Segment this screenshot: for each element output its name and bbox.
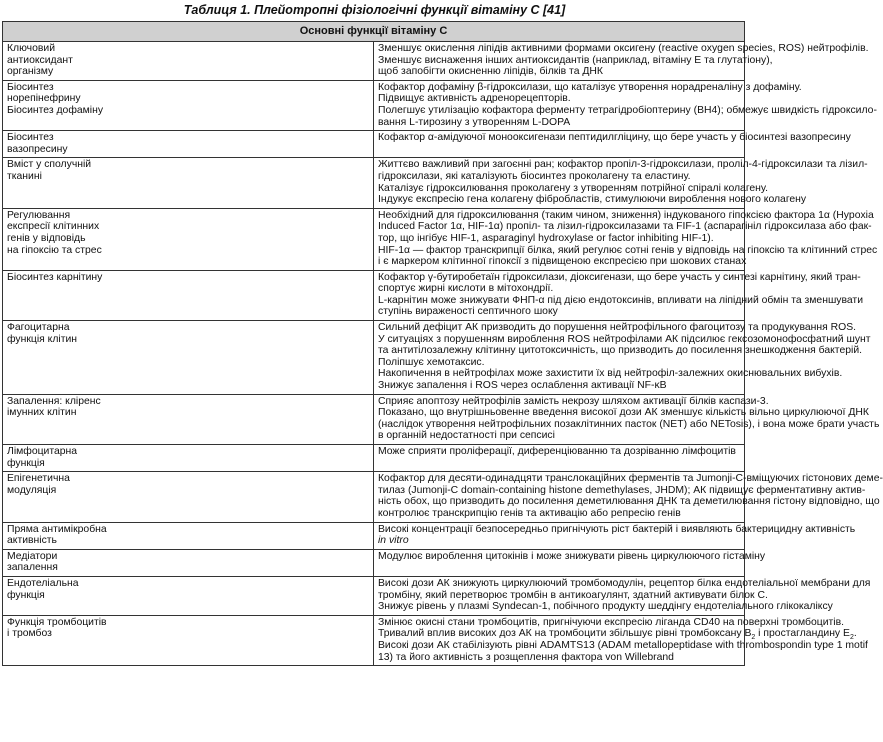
- table-row: [3, 615, 745, 665]
- function-name-cell: [3, 576, 374, 615]
- description-text: Тривалий вплив високих доз АК на тромбоцити збільшує рівні тромбоксану B: [378, 628, 752, 640]
- function-description-line: [378, 81, 802, 94]
- vitamin-c-functions-table: [2, 21, 883, 666]
- description-text: вання L-тирозину з утворенням L-DOPA: [378, 116, 571, 128]
- function-description-line: [378, 368, 843, 380]
- function-name-line: Функція тромбоцитів: [7, 616, 107, 628]
- description-text: тромбіну, який перетворює тромбін в антикоагулянт, здатний активувати білок С.: [378, 589, 768, 601]
- function-name-line: запалення: [7, 562, 58, 574]
- table-row: [3, 208, 745, 270]
- description-text: Високі дози АК знижують циркулюючий тромбомодулін, рецептор білка ендотеліальної мембрани для: [378, 577, 871, 589]
- subscript: 2: [849, 634, 854, 642]
- function-description-line: [378, 345, 863, 357]
- subscript: 2: [751, 634, 756, 642]
- description-text: щоб запобігти окисненню ліпідів, білків та ДНК: [378, 66, 603, 78]
- function-name-line: Пряма антимікробна: [7, 523, 107, 535]
- description-text: і простагландину E: [755, 628, 850, 640]
- function-description-line: [378, 496, 880, 508]
- description-text: HIF-1α — фактор транскрипції білка, який регулює сотні генів у відповідь на гіпоксію та клітинний стрес: [378, 244, 878, 256]
- function-description-cell: [374, 394, 880, 444]
- function-name-line: Вміст у сполучній: [7, 159, 92, 171]
- description-text: Підвищує активність адренорецепторів.: [378, 93, 571, 105]
- table-row: [3, 42, 745, 81]
- function-description-line: [378, 550, 766, 563]
- function-name-line: функція: [7, 589, 45, 601]
- description-text: та антитілозалежну клітинну цитотоксичність, що призводить до посилення знешкодження бактерій.: [378, 345, 863, 357]
- function-name-line: вазопресину: [7, 143, 68, 155]
- function-description-cell: [374, 445, 745, 472]
- function-description-cell: [374, 131, 851, 158]
- description-text: Кофактор α-амідуючої монооксигенази пептидилгліцину, що бере участь у біосинтезі вазопресину: [378, 132, 851, 144]
- table-row: [3, 445, 745, 472]
- function-description-line: [378, 508, 741, 520]
- function-description-line: [378, 577, 871, 590]
- function-name-cell: [3, 80, 374, 130]
- function-name-line: Біосинтез: [7, 132, 54, 144]
- function-name-line: функція: [7, 457, 45, 469]
- description-text: L-карнітин може знижувати ФНП-α під дією ендотоксинів, впливати на ліпідний обмін та зменшувати: [378, 294, 863, 306]
- function-name-line: Епігенетична: [7, 473, 70, 485]
- function-name-cell: [3, 131, 374, 158]
- function-name-cell: [3, 472, 374, 522]
- function-name-cell: [3, 270, 374, 320]
- function-description-line: [378, 221, 872, 233]
- function-description-line: [378, 395, 769, 408]
- function-description-line: [378, 104, 877, 117]
- description-text: тилаз (Jumonji-C domain-containing histone demethylases, JHDM); АК підвищує ферментативну актив-: [378, 484, 866, 496]
- function-description-line: [378, 473, 883, 485]
- function-description-line: [378, 380, 741, 392]
- table-row: [3, 549, 745, 576]
- function-description-line: [378, 407, 869, 419]
- function-description-line: [378, 484, 866, 497]
- description-text: 13) та його активність з розщеплення фактора von Willebrand: [378, 651, 674, 663]
- description-text: Induced Factor 1α, HIF-1α) пропіл- та лізил-гідроксилазами та FIF-1 (аспарагініл гідроксилаза або фак-: [378, 221, 872, 233]
- function-name-line: антиоксидант: [7, 54, 73, 66]
- table-row: [3, 394, 745, 444]
- function-name-cell: [3, 42, 374, 81]
- function-description-cell: [374, 42, 869, 81]
- description-text: і є маркером клітинної гіпоксії з підвищеною експресією при шокових станах: [378, 256, 747, 268]
- function-description-line: [378, 271, 861, 284]
- function-description-cell: [374, 522, 856, 549]
- function-description-cell: [374, 80, 877, 130]
- function-name-cell: [3, 445, 374, 472]
- description-text: Знижує запалення і ROS через ослаблення активації NF-κB: [378, 380, 667, 392]
- function-name-line: Медіатори: [7, 550, 58, 562]
- function-description-line: [378, 616, 844, 629]
- function-description-line: [378, 333, 871, 346]
- table-caption: Таблиця 1. Плейотропні фізіологічні функції вітаміну С [41]: [183, 3, 566, 17]
- table-row: [3, 131, 745, 158]
- function-name-line: тканині: [7, 170, 42, 182]
- function-description-cell: [374, 208, 878, 270]
- description-text: Високі концентрації безпосередньо пригнічують ріст бактерій і виявляють бактерицидну активність: [378, 523, 856, 535]
- function-description-line: [378, 256, 747, 268]
- description-text: ступінь вираженості септичного шоку: [378, 306, 558, 318]
- function-name-line: Лімфоцитарна: [7, 446, 78, 457]
- function-description-cell: [374, 576, 871, 615]
- table-row: [3, 576, 745, 615]
- description-text: Необхідний для гідроксилювання (таким чином, зниження) індукованого гіпоксією фактора 1α (Hypoxia: [378, 209, 874, 221]
- description-text: Модулює вироблення цитокінів і може знижувати рівень циркулюючого гістаміну: [378, 550, 766, 562]
- function-description-line: [378, 628, 857, 642]
- description-text: тор, що інгібує HIF-1, asparaginyl hydroxylase or factor inhibiting HIF-1).: [378, 232, 714, 244]
- description-text: Показано, що внутрішньовенне введення високої дози АК зменшує кількість вільно циркулюючої ДНК: [378, 407, 869, 419]
- function-description-line: [378, 283, 741, 295]
- function-description-cell: [374, 615, 868, 665]
- function-name-line: модуляція: [7, 484, 57, 496]
- function-name-line: і тромбоз: [7, 628, 52, 640]
- table-row: [3, 472, 745, 522]
- description-text: контролює транскрипцію генів та активацію або репресію генів: [378, 507, 681, 519]
- table-row: [3, 158, 745, 208]
- function-name-line: експресії клітинних: [7, 221, 100, 233]
- function-name-line: активність: [7, 535, 57, 547]
- description-text: Кофактор для десяти-одинадцяти транслокаційних ферментів та Jumonji-C-вміщуючих гістонових деме-: [378, 473, 883, 485]
- italic-note: in vitro: [378, 535, 409, 547]
- function-name-cell: [3, 208, 374, 270]
- function-description-line: [378, 357, 741, 369]
- description-text: Високі дози АК стабілізують рівні ADAMTS13 (ADAM metallopeptidase with thrombospondin type 1 motif: [378, 639, 868, 651]
- description-text: Сильний дефіцит АК призводить до порушення нейтрофільного фагоцитозу та продукування ROS.: [378, 322, 857, 334]
- function-description-line: [378, 322, 857, 334]
- table-row: [3, 522, 745, 549]
- function-name-line: Фагоцитарна: [7, 322, 70, 334]
- table-row: [3, 80, 745, 130]
- function-description-line: [378, 43, 869, 55]
- table-row: [3, 321, 745, 395]
- function-description-line: [378, 132, 851, 144]
- function-name-line: Ендотеліальна: [7, 577, 79, 589]
- function-description-line: [378, 117, 741, 129]
- description-text: Знижує рівень у плазмі Syndecan-1, побічного продукту шеддінгу ендотеліального глікокаліксу: [378, 601, 833, 613]
- function-description-line: [378, 306, 741, 318]
- function-name-line: Ключовий: [7, 43, 56, 54]
- function-name-line: функція клітин: [7, 333, 78, 345]
- function-name-line: Регулювання: [7, 209, 71, 221]
- function-description-line: [378, 66, 741, 78]
- function-name-cell: [3, 522, 374, 549]
- function-description-line: [378, 209, 874, 222]
- function-name-line: Запалення: кліренс: [7, 395, 101, 407]
- description-text: Змінює окисні стани тромбоцитів, пригнічуючи експресію ліганда CD40 на поверхні тромбоцитів.: [378, 616, 844, 628]
- function-description-line: [378, 446, 741, 458]
- description-text: Життєво важливий при загоєнні ран; кофактор пропіл-3-гідроксилази, проліл-4-гідроксилази та лізил-: [378, 159, 868, 171]
- description-text: Полегшує утилізацію кофактора ферменту тетрагідробіоптерину (BH4); обмежує швидкість гідроксило-: [378, 104, 877, 116]
- description-text: ність обох, що призводить до посилення деметилювання ДНК та деметилювання гістону відповідно, що: [378, 496, 880, 508]
- function-name-line: імунних клітин: [7, 407, 77, 419]
- function-description-line: [378, 233, 741, 245]
- description-text: (наслідок утворення нейтрофільних позаклітинних пасток (NET) або NETosis), і вона може брати участь: [378, 418, 880, 430]
- function-name-cell: [3, 321, 374, 395]
- description-text: спортує жирні кислоти в мітохондрії.: [378, 283, 554, 295]
- function-description-line: [378, 171, 741, 183]
- function-name-line: Біосинтез карнітину: [7, 271, 103, 283]
- description-text: Сприяє апоптозу нейтрофілів замість некрозу шляхом активації білків каспази-3.: [378, 395, 769, 407]
- function-description-line: [378, 54, 773, 67]
- function-description-cell: [374, 321, 871, 395]
- function-name-line: організму: [7, 66, 54, 78]
- function-name-line: Біосинтез: [7, 81, 54, 93]
- description-text: У ситуаціях з порушенням вироблення ROS нейтрофілами АК підсилює гексозомонофосфатний шунт: [378, 333, 871, 345]
- function-description-line: [378, 418, 880, 431]
- function-name-cell: [3, 549, 374, 576]
- description-text: гідроксилази, які каталізують біосинтез проколагену та еластину.: [378, 170, 691, 182]
- description-text: Поліпшує хемотаксис.: [378, 356, 485, 368]
- function-name-line: на гіпоксію та стрес: [7, 244, 102, 256]
- function-description-cell: [374, 472, 883, 522]
- description-text: в органній недостатності при сепсисі: [378, 430, 555, 442]
- function-description-line: [378, 523, 856, 536]
- description-text: .: [853, 628, 857, 640]
- description-text: Індукує експресію гена колагену фібробластів, стимулюючи вироблення нового колагену: [378, 194, 807, 206]
- function-name-line: Біосинтез дофаміну: [7, 104, 104, 116]
- function-description-line: [378, 159, 868, 171]
- function-name-cell: [3, 615, 374, 665]
- function-description-line: [378, 294, 863, 307]
- function-description-line: [378, 430, 741, 442]
- function-description-cell: [374, 270, 863, 320]
- function-description-cell: [374, 549, 766, 576]
- description-text: Кофактор γ-бутиробетаїн гідроксилази, діоксигенази, що бере участь у синтезі карнітину, який тран-: [378, 271, 861, 283]
- description-text: Кофактор дофаміну β-гідроксилази, що каталізує утворення норадреналіну з дофаміну.: [378, 81, 802, 93]
- function-description-line: [378, 589, 768, 602]
- function-name-cell: [3, 158, 374, 208]
- function-description-line: [378, 639, 868, 652]
- function-description-line: [378, 194, 807, 206]
- description-text: Зменшує виснаження інших антиоксидантів (наприклад, вітаміну Е та глутатіону),: [378, 54, 773, 66]
- function-description-cell: [374, 158, 868, 208]
- function-description-line: [378, 601, 833, 613]
- function-name-line: генів у відповідь: [7, 232, 86, 244]
- description-text: Накопичення в нейтрофілах може захистити їх від нейтрофіл-залежних окиснювальних вибухів.: [378, 368, 843, 380]
- function-description-line: [378, 244, 878, 257]
- function-name-cell: [3, 394, 374, 444]
- description-text: Може сприяти проліферації, диференціюванню та дозріванню лімфоцитів: [378, 446, 736, 457]
- function-description-line: [378, 93, 741, 105]
- function-name-line: норепінефрину: [7, 93, 81, 105]
- table-header-row: [3, 22, 745, 42]
- description-text: Каталізує гідроксилювання проколагену з утворенням потрійної спіралі колагену.: [378, 182, 768, 194]
- function-description-line: [378, 652, 741, 664]
- function-description-line: [378, 182, 768, 195]
- table-header: Основні функції вітаміну С: [3, 22, 745, 42]
- description-text: Зменшує окислення ліпідів активними формами оксигену (reactive oxygen species, ROS) нейтрофілів.: [378, 43, 869, 54]
- table-row: [3, 270, 745, 320]
